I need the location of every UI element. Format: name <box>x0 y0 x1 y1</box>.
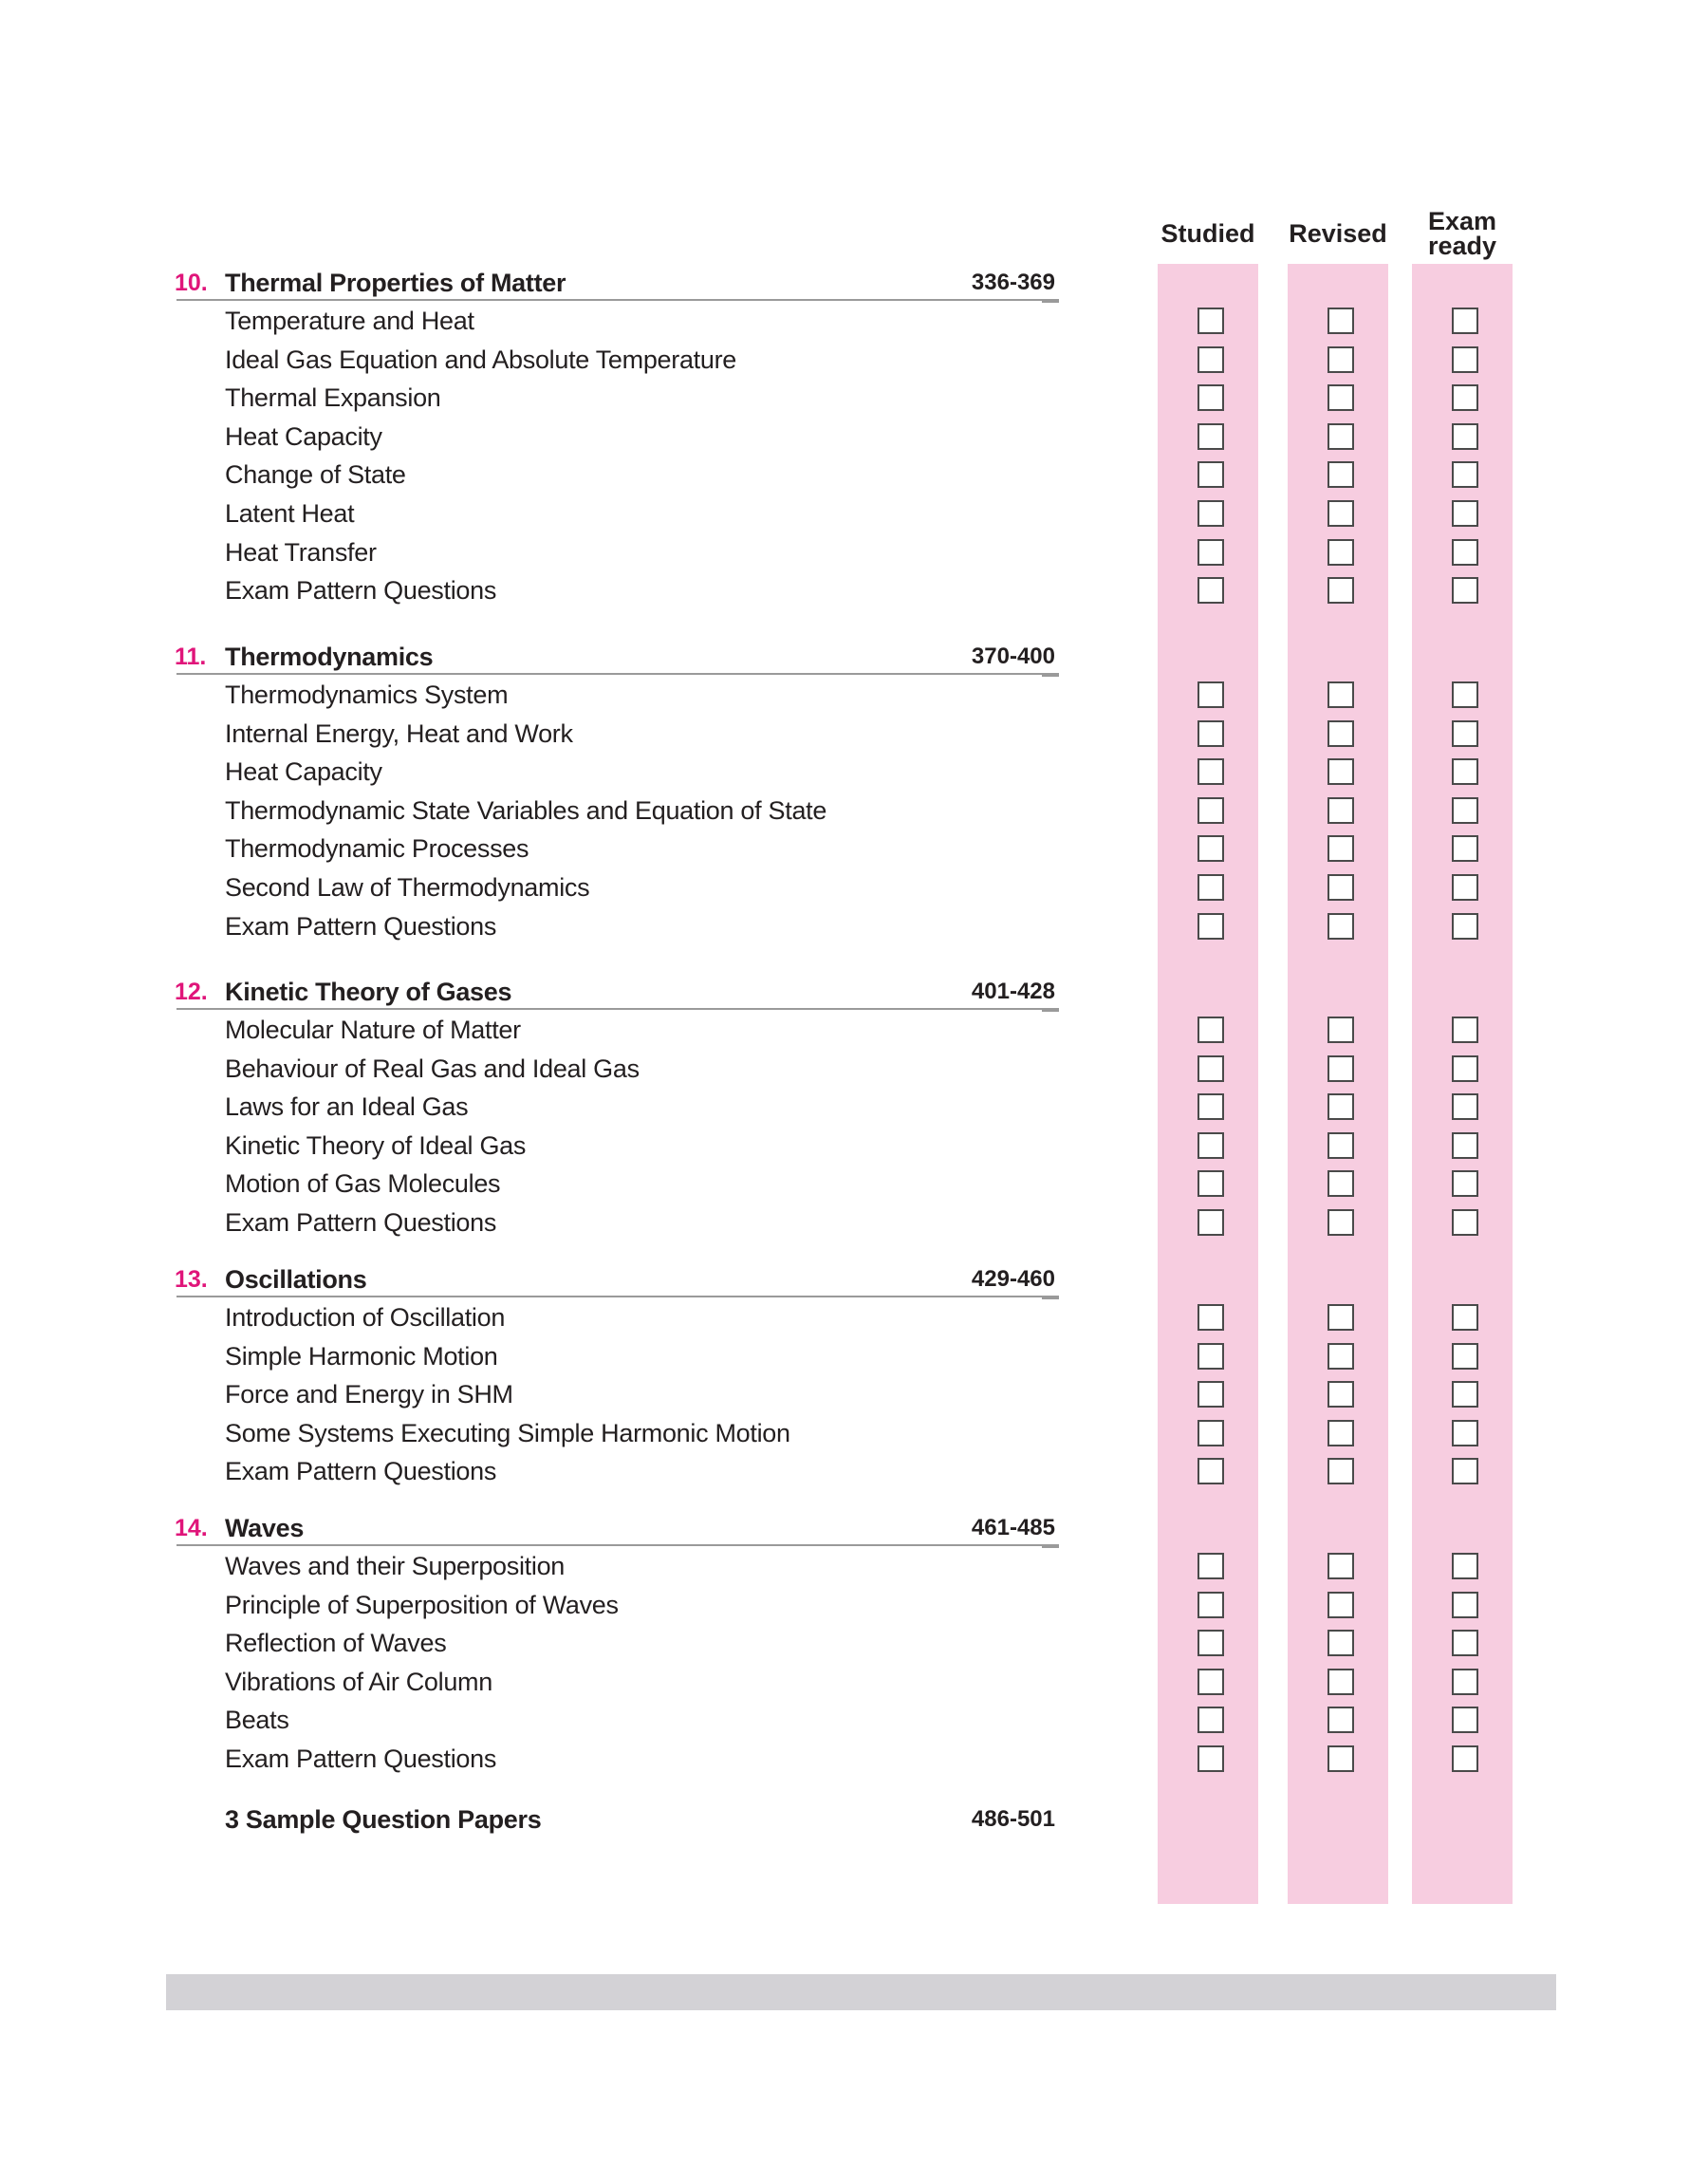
revised-checkbox[interactable] <box>1327 1209 1354 1236</box>
revised-checkbox[interactable] <box>1327 346 1354 373</box>
revised-checkbox[interactable] <box>1327 1343 1354 1370</box>
revised-checkbox[interactable] <box>1327 461 1354 488</box>
chapter-title: Thermodynamics <box>225 643 434 671</box>
studied-checkbox[interactable] <box>1197 346 1224 373</box>
exam-ready-header-line2: ready <box>1427 232 1497 260</box>
exam-ready-checkbox[interactable] <box>1452 1170 1478 1197</box>
studied-checkbox[interactable] <box>1197 1381 1224 1408</box>
exam-ready-checkbox[interactable] <box>1452 874 1478 901</box>
chapter-title: Thermal Properties of Matter <box>225 269 566 297</box>
studied-checkbox[interactable] <box>1197 913 1224 940</box>
topic-label: Change of State <box>225 460 406 490</box>
revised-checkbox[interactable] <box>1327 681 1354 708</box>
chapter-rule <box>176 299 1059 301</box>
topic-row <box>0 571 1708 609</box>
topic-row <box>0 1624 1708 1662</box>
revised-checkbox[interactable] <box>1327 1055 1354 1082</box>
topic-label: Second Law of Thermodynamics <box>225 873 590 902</box>
topic-label: Thermodynamic Processes <box>225 834 529 864</box>
sample-papers-pages: 486-501 <box>971 1806 1055 1832</box>
revised-checkbox[interactable] <box>1327 539 1354 566</box>
topic-label: Latent Heat <box>225 499 355 528</box>
topic-row <box>0 1298 1708 1336</box>
exam-ready-checkbox[interactable] <box>1452 1669 1478 1695</box>
exam-ready-header <box>1396 209 1529 258</box>
studied-checkbox[interactable] <box>1197 384 1224 411</box>
exam-ready-checkbox[interactable] <box>1452 1209 1478 1236</box>
topic-label: Introduction of Oscillation <box>225 1303 506 1332</box>
exam-ready-checkbox[interactable] <box>1452 913 1478 940</box>
studied-checkbox[interactable] <box>1197 1553 1224 1579</box>
topic-label: Thermal Expansion <box>225 383 441 413</box>
exam-ready-checkbox[interactable] <box>1452 461 1478 488</box>
chapter-pages: 429-460 <box>971 1266 1055 1292</box>
revised-checkbox[interactable] <box>1327 835 1354 862</box>
revised-checkbox[interactable] <box>1327 1170 1354 1197</box>
topic-label: Exam Pattern Questions <box>225 1208 497 1237</box>
chapter-rule <box>176 673 1059 675</box>
revised-checkbox[interactable] <box>1327 1304 1354 1331</box>
revised-checkbox[interactable] <box>1327 1132 1354 1159</box>
topic-row <box>0 494 1708 532</box>
topic-label: Internal Energy, Heat and Work <box>225 718 573 748</box>
topic-label: Molecular Nature of Matter <box>225 1016 521 1044</box>
chapter-title: Oscillations <box>225 1265 367 1294</box>
chapter-heading <box>0 1509 1708 1547</box>
topic-label: Simple Harmonic Motion <box>225 1341 498 1371</box>
studied-checkbox[interactable] <box>1197 500 1224 527</box>
studied-checkbox[interactable] <box>1197 1304 1224 1331</box>
topic-row <box>0 456 1708 494</box>
topic-row <box>0 1701 1708 1739</box>
topic-row <box>0 533 1708 571</box>
topic-label: Vibrations of Air Column <box>225 1667 492 1696</box>
studied-checkbox[interactable] <box>1197 1707 1224 1733</box>
studied-checkbox[interactable] <box>1197 1209 1224 1236</box>
topic-label: Kinetic Theory of Ideal Gas <box>225 1130 527 1160</box>
topic-label: Ideal Gas Equation and Absolute Temperature <box>225 345 736 374</box>
studied-checkbox[interactable] <box>1197 1420 1224 1446</box>
exam-ready-checkbox[interactable] <box>1452 720 1478 747</box>
topic-row <box>0 830 1708 868</box>
topic-row <box>0 1127 1708 1165</box>
studied-checkbox[interactable] <box>1197 874 1224 901</box>
studied-checkbox[interactable] <box>1197 758 1224 785</box>
topic-row <box>0 1586 1708 1624</box>
exam-ready-checkbox[interactable] <box>1452 1093 1478 1120</box>
sample-papers-row <box>0 1801 1708 1838</box>
revised-checkbox[interactable] <box>1327 308 1354 334</box>
topic-label: Thermodynamics System <box>225 681 509 709</box>
studied-checkbox[interactable] <box>1197 720 1224 747</box>
studied-checkbox[interactable] <box>1197 1458 1224 1484</box>
topic-row <box>0 1663 1708 1701</box>
exam-ready-checkbox[interactable] <box>1452 1592 1478 1618</box>
topic-row <box>0 379 1708 417</box>
chapter-pages: 370-400 <box>971 644 1055 669</box>
topic-label: Heat Capacity <box>225 421 382 451</box>
topic-row <box>0 1375 1708 1413</box>
studied-checkbox[interactable] <box>1197 461 1224 488</box>
topic-row <box>0 1452 1708 1490</box>
topic-row <box>0 676 1708 714</box>
topic-row <box>0 302 1708 340</box>
topic-row <box>0 1547 1708 1585</box>
topic-label: Waves and their Superposition <box>225 1552 566 1580</box>
chapter-rule <box>176 1008 1059 1010</box>
topic-label: Some Systems Executing Simple Harmonic Motion <box>225 1418 790 1447</box>
exam-ready-checkbox[interactable] <box>1452 1630 1478 1656</box>
footer-bar <box>166 1974 1556 2010</box>
topic-row <box>0 1165 1708 1203</box>
topic-label: Principle of Superposition of Waves <box>225 1590 619 1619</box>
exam-ready-checkbox[interactable] <box>1452 1553 1478 1579</box>
studied-checkbox[interactable] <box>1197 423 1224 450</box>
studied-checkbox[interactable] <box>1197 681 1224 708</box>
chapter-title: Waves <box>225 1514 305 1542</box>
topic-row <box>0 341 1708 379</box>
sample-papers-title: 3 Sample Question Papers <box>225 1805 542 1834</box>
topic-row <box>0 1011 1708 1049</box>
studied-checkbox[interactable] <box>1197 1745 1224 1772</box>
chapter-number: 13. <box>175 1266 208 1293</box>
studied-checkbox[interactable] <box>1197 835 1224 862</box>
topic-row <box>0 1337 1708 1375</box>
studied-checkbox[interactable] <box>1197 539 1224 566</box>
topic-row <box>0 1414 1708 1452</box>
chapter-rule <box>176 1544 1059 1546</box>
chapter-heading <box>0 973 1708 1011</box>
exam-ready-checkbox[interactable] <box>1452 1381 1478 1408</box>
chapter-pages: 401-428 <box>971 979 1055 1004</box>
revised-checkbox[interactable] <box>1327 1745 1354 1772</box>
revised-checkbox[interactable] <box>1327 1017 1354 1043</box>
revised-checkbox[interactable] <box>1327 1592 1354 1618</box>
topic-row <box>0 1740 1708 1778</box>
exam-ready-checkbox[interactable] <box>1452 758 1478 785</box>
revised-checkbox[interactable] <box>1327 1093 1354 1120</box>
exam-ready-checkbox[interactable] <box>1452 1458 1478 1484</box>
studied-checkbox[interactable] <box>1197 797 1224 824</box>
chapter-pages: 336-369 <box>971 270 1055 295</box>
studied-checkbox[interactable] <box>1197 1170 1224 1197</box>
exam-ready-checkbox[interactable] <box>1452 1707 1478 1733</box>
revised-checkbox[interactable] <box>1327 874 1354 901</box>
exam-ready-checkbox[interactable] <box>1452 797 1478 824</box>
topic-label: Reflection of Waves <box>225 1629 447 1658</box>
topic-label: Exam Pattern Questions <box>225 911 497 941</box>
exam-ready-checkbox[interactable] <box>1452 1017 1478 1043</box>
topic-label: Behaviour of Real Gas and Ideal Gas <box>225 1054 640 1083</box>
exam-ready-checkbox[interactable] <box>1452 577 1478 604</box>
revised-checkbox[interactable] <box>1327 1707 1354 1733</box>
exam-ready-checkbox[interactable] <box>1452 681 1478 708</box>
topic-row <box>0 1088 1708 1126</box>
studied-header: Studied <box>1160 219 1255 248</box>
topic-label: Thermodynamic State Variables and Equation of State <box>225 795 827 825</box>
exam-ready-checkbox[interactable] <box>1452 1745 1478 1772</box>
exam-ready-checkbox[interactable] <box>1452 835 1478 862</box>
topic-label: Force and Energy in SHM <box>225 1380 513 1409</box>
studied-checkbox[interactable] <box>1197 308 1224 334</box>
revised-checkbox[interactable] <box>1327 577 1354 604</box>
topic-row <box>0 1203 1708 1241</box>
exam-ready-checkbox[interactable] <box>1452 1132 1478 1159</box>
chapter-number: 12. <box>175 979 208 1005</box>
revised-checkbox[interactable] <box>1327 1420 1354 1446</box>
exam-ready-checkbox[interactable] <box>1452 423 1478 450</box>
revised-checkbox[interactable] <box>1327 1553 1354 1579</box>
exam-ready-checkbox[interactable] <box>1452 1304 1478 1331</box>
exam-ready-checkbox[interactable] <box>1452 1055 1478 1082</box>
revised-checkbox[interactable] <box>1327 758 1354 785</box>
revised-checkbox[interactable] <box>1327 797 1354 824</box>
revised-checkbox[interactable] <box>1327 1669 1354 1695</box>
topic-label: Heat Capacity <box>225 757 382 787</box>
revised-checkbox[interactable] <box>1327 1458 1354 1484</box>
topic-row <box>0 868 1708 906</box>
revised-checkbox[interactable] <box>1327 1381 1354 1408</box>
exam-ready-checkbox[interactable] <box>1452 308 1478 334</box>
studied-checkbox[interactable] <box>1197 1592 1224 1618</box>
topic-label: Temperature and Heat <box>225 307 474 335</box>
topic-label: Motion of Gas Molecules <box>225 1169 501 1199</box>
topic-label: Beats <box>225 1706 289 1735</box>
revised-header: Revised <box>1289 219 1387 248</box>
revised-checkbox[interactable] <box>1327 500 1354 527</box>
topic-row <box>0 753 1708 791</box>
topic-row <box>0 418 1708 456</box>
chapter-heading <box>0 1260 1708 1298</box>
studied-checkbox[interactable] <box>1197 1017 1224 1043</box>
chapter-heading <box>0 638 1708 676</box>
revised-checkbox[interactable] <box>1327 384 1354 411</box>
chapter-number: 10. <box>175 270 208 296</box>
topic-label: Exam Pattern Questions <box>225 1457 497 1486</box>
studied-checkbox[interactable] <box>1197 1132 1224 1159</box>
studied-checkbox[interactable] <box>1197 1669 1224 1695</box>
studied-checkbox[interactable] <box>1197 577 1224 604</box>
topic-label: Laws for an Ideal Gas <box>225 1092 469 1122</box>
exam-ready-checkbox[interactable] <box>1452 384 1478 411</box>
topic-row <box>0 907 1708 945</box>
studied-checkbox[interactable] <box>1197 1630 1224 1656</box>
topic-row <box>0 792 1708 830</box>
revised-checkbox[interactable] <box>1327 720 1354 747</box>
chapter-number: 14. <box>175 1515 208 1541</box>
studied-checkbox[interactable] <box>1197 1343 1224 1370</box>
studied-checkbox[interactable] <box>1197 1093 1224 1120</box>
chapter-number: 11. <box>175 644 207 670</box>
revised-checkbox[interactable] <box>1327 1630 1354 1656</box>
exam-ready-checkbox[interactable] <box>1452 1420 1478 1446</box>
exam-ready-checkbox[interactable] <box>1452 539 1478 566</box>
revised-checkbox[interactable] <box>1327 913 1354 940</box>
chapter-title: Kinetic Theory of Gases <box>225 978 512 1006</box>
chapter-pages: 461-485 <box>971 1515 1055 1540</box>
topic-label: Heat Transfer <box>225 537 377 567</box>
topic-row <box>0 1050 1708 1088</box>
topic-label: Exam Pattern Questions <box>225 1745 497 1773</box>
exam-ready-checkbox[interactable] <box>1452 1343 1478 1370</box>
chapter-rule <box>176 1296 1059 1297</box>
studied-checkbox[interactable] <box>1197 1055 1224 1082</box>
chapter-heading <box>0 264 1708 302</box>
exam-ready-checkbox[interactable] <box>1452 346 1478 373</box>
topic-label: Exam Pattern Questions <box>225 576 497 606</box>
revised-checkbox[interactable] <box>1327 423 1354 450</box>
exam-ready-checkbox[interactable] <box>1452 500 1478 527</box>
exam-ready-header-line1: Exam <box>1427 207 1497 235</box>
topic-row <box>0 715 1708 753</box>
